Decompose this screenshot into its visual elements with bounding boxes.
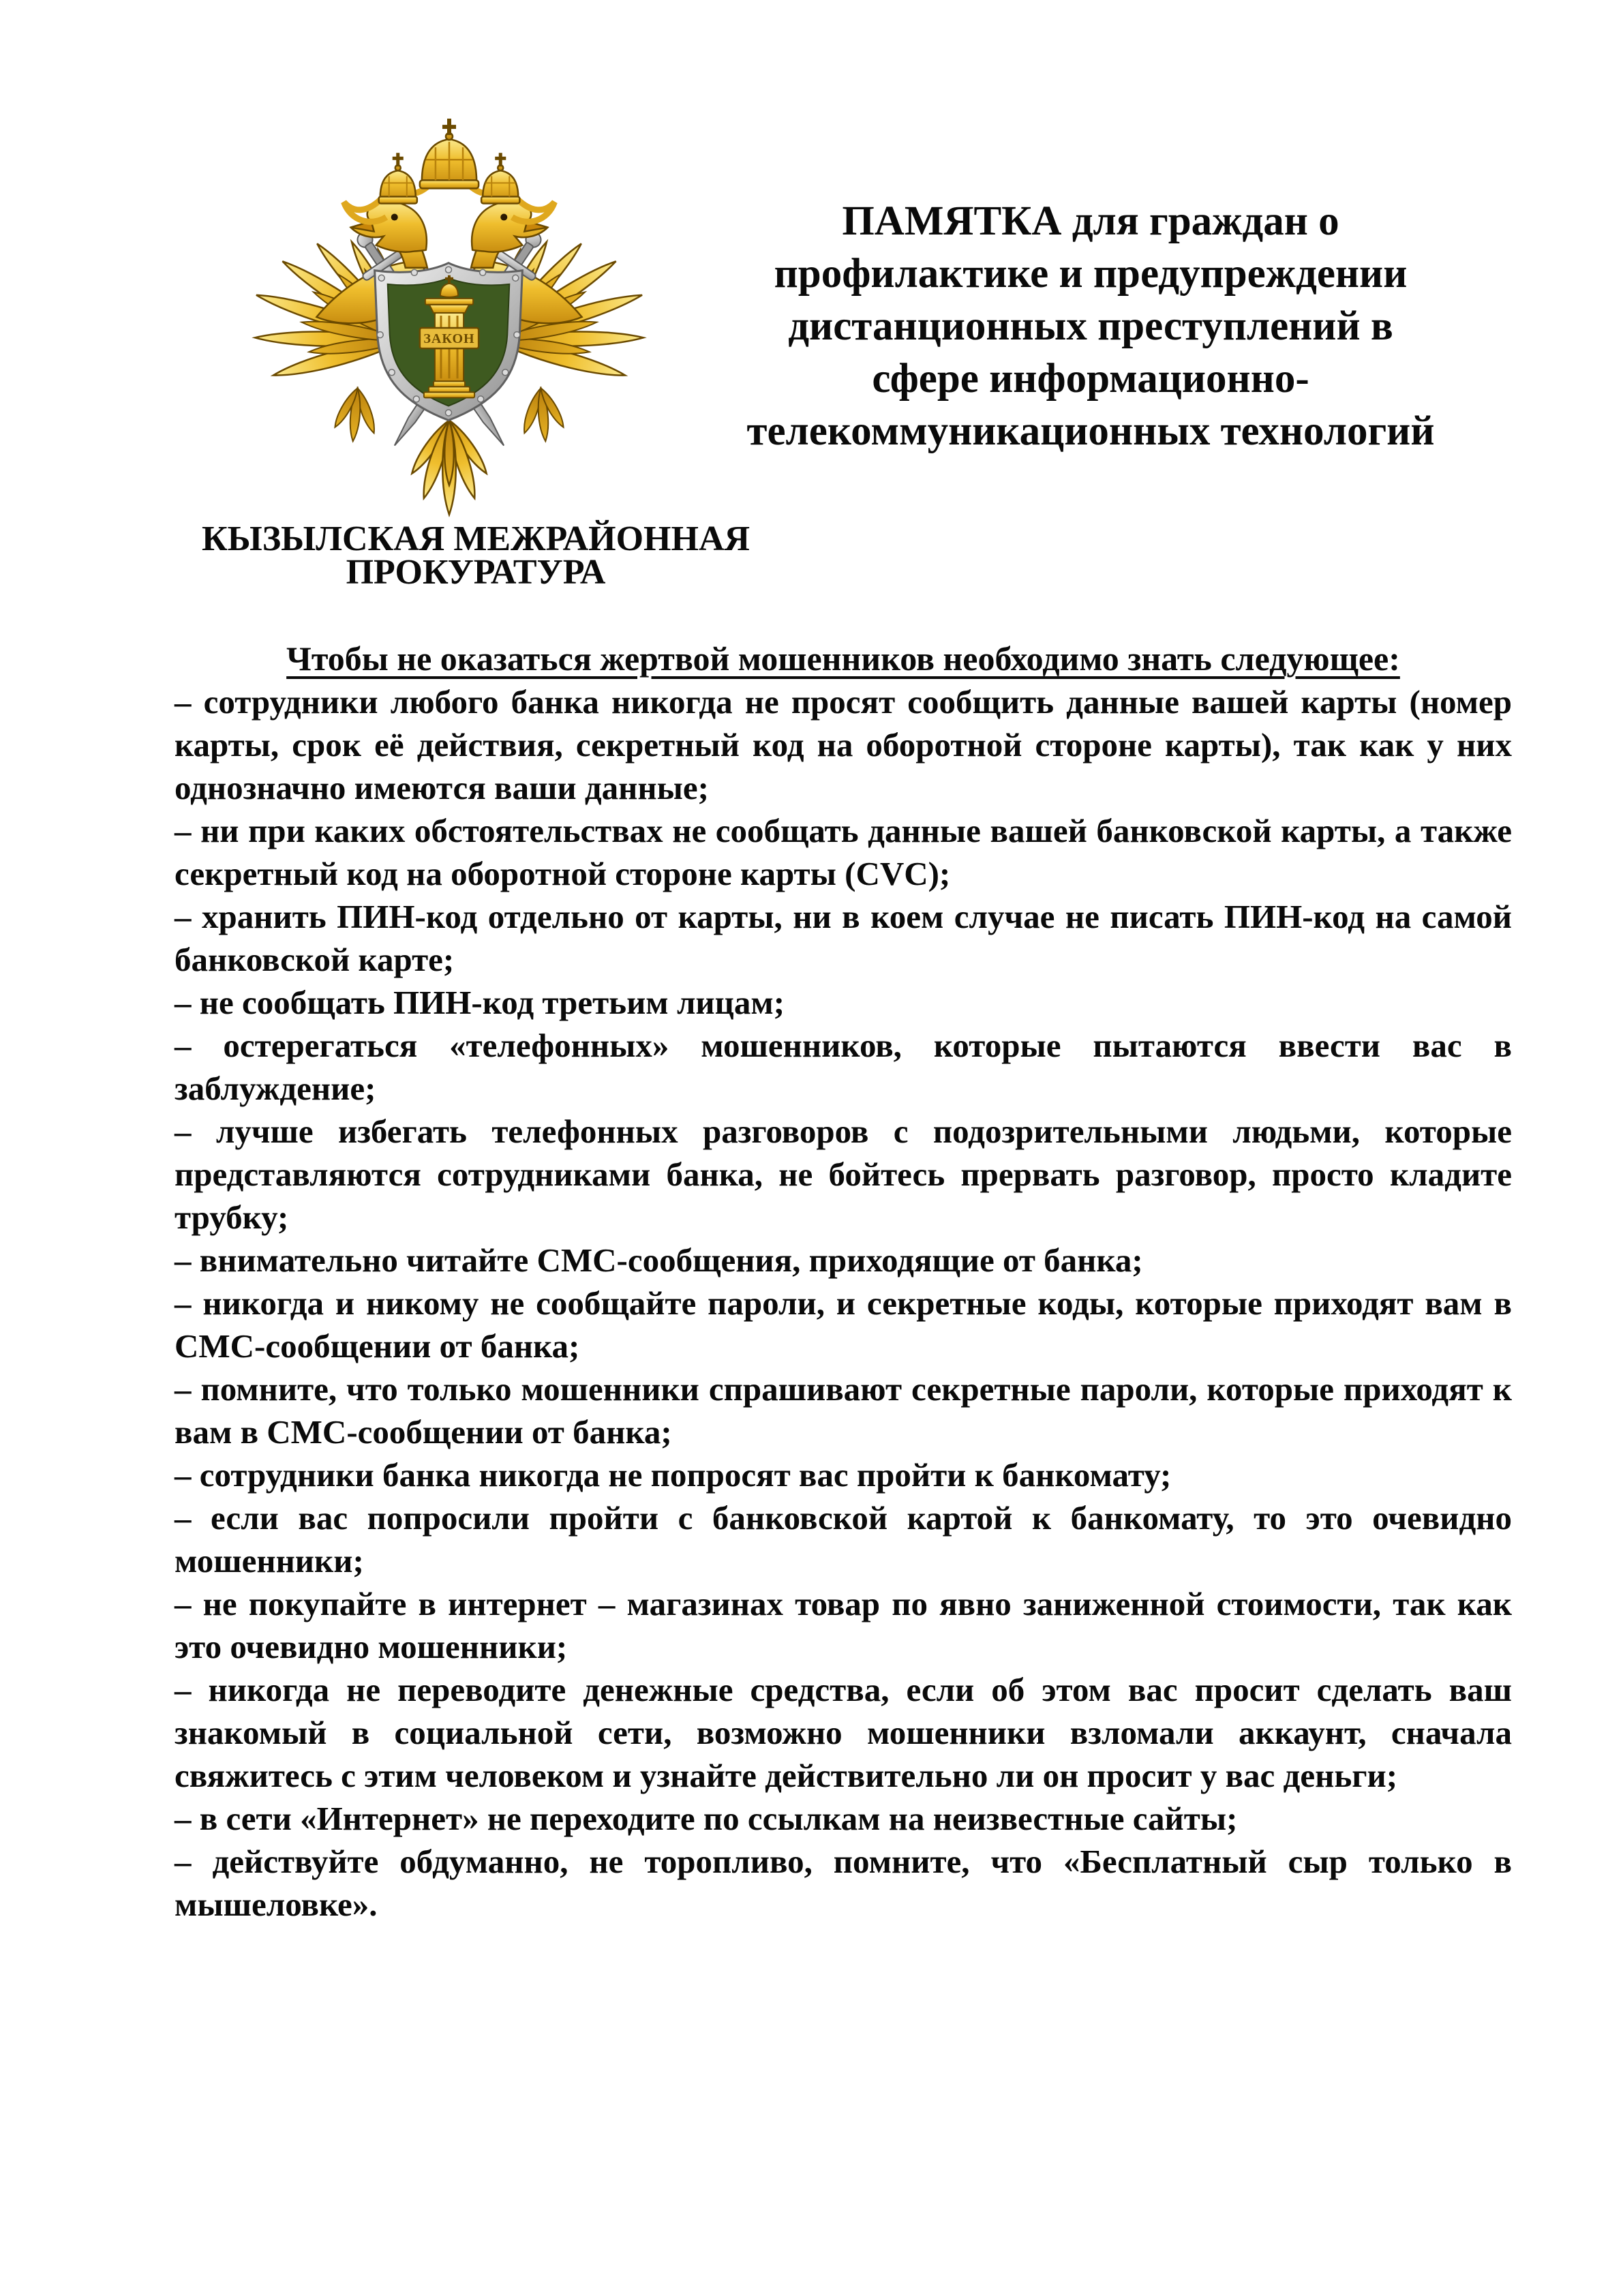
document-title: [708, 195, 1474, 457]
intro-heading: Чтобы не оказаться жертвой мошенников необходимо знать следующее:: [286, 639, 1400, 678]
memo-item-4: – не сообщать ПИН-код третьим лицам;: [175, 984, 785, 1021]
memo-item-15: – действуйте обдуманно, не торопливо, помните, что «Бесплатный сыр только в мышеловке».: [175, 1843, 1512, 1923]
memo-item-11: – если вас попросили пройти с банковской картой к банкомату, то это очевидно мошенники;: [175, 1499, 1512, 1580]
memo-item-6: – лучше избегать телефонных разговоров с подозрительными людьми, которые представляются сотрудниками банка, не бойтесь прервать разговор, просто кладите трубку;: [175, 1113, 1512, 1236]
memo-item-10: – сотрудники банка никогда не попросят вас пройти к банкомату;: [175, 1456, 1172, 1494]
memo-content: [175, 637, 1512, 1926]
title-line-1: ПАМЯТКА для граждан о: [842, 198, 1339, 244]
organization-line-1: КЫЗЫЛСКАЯ МЕЖРАЙОННАЯ: [201, 519, 750, 558]
emblem-plaque-text: ЗАКОН: [423, 331, 475, 347]
title-line-4: сфере информационно-: [872, 356, 1309, 402]
memo-item-5: – остерегаться «телефонных» мошенников, которые пытаются ввести вас в заблуждение;: [175, 1027, 1512, 1107]
prosecutor-emblem: [240, 109, 658, 526]
organization-line-2: ПРОКУРАТУРА: [346, 553, 606, 592]
memo-item-13: – никогда не переводите денежные средства, если об этом вас просит сделать ваш знакомый в социальной сети, возможно мошенники взломали аккаунт, сначала свяжитесь с этим человеком и узнайте действительно ли он просит у вас деньги;: [175, 1671, 1512, 1794]
prosecutor-emblem-icon: [240, 109, 658, 526]
memo-item-2: – ни при каких обстоятельствах не сообщать данные вашей банковской карты, а также секретный код на оборотной стороне карты (CVC);: [175, 812, 1512, 892]
memo-item-7: – внимательно читайте СМС-сообщения, приходящие от банка;: [175, 1241, 1143, 1279]
memo-item-8: – никогда и никому не сообщайте пароли, и секретные коды, которые приходят вам в СМС-сообщении от банка;: [175, 1284, 1512, 1365]
memo-item-12: – не покупайте в интернет – магазинах товар по явно заниженной стоимости, так как это очевидно мошенники;: [175, 1585, 1512, 1665]
title-line-3: дистанционных преступлений в: [788, 303, 1393, 349]
organization-name: [176, 519, 776, 592]
title-line-2: профилактике и предупреждении: [774, 251, 1408, 297]
memo-item-14: – в сети «Интернет» не переходите по ссылкам на неизвестные сайты;: [175, 1800, 1238, 1837]
memo-item-9: – помните, что только мошенники спрашивают секретные пароли, которые приходят к вам в СМС-сообщении от банка;: [175, 1370, 1512, 1451]
title-line-5: телекоммуникационных технологий: [746, 408, 1435, 454]
memo-item-3: – хранить ПИН-код отдельно от карты, ни в коем случае не писать ПИН-код на самой банковской карте;: [175, 898, 1512, 978]
memo-item-1: – сотрудники любого банка никогда не просят сообщить данные вашей карты (номер карты, срок её действия, секретный код на оборотной стороне карты), так как у них однозначно имеются ваши данные;: [175, 683, 1512, 806]
